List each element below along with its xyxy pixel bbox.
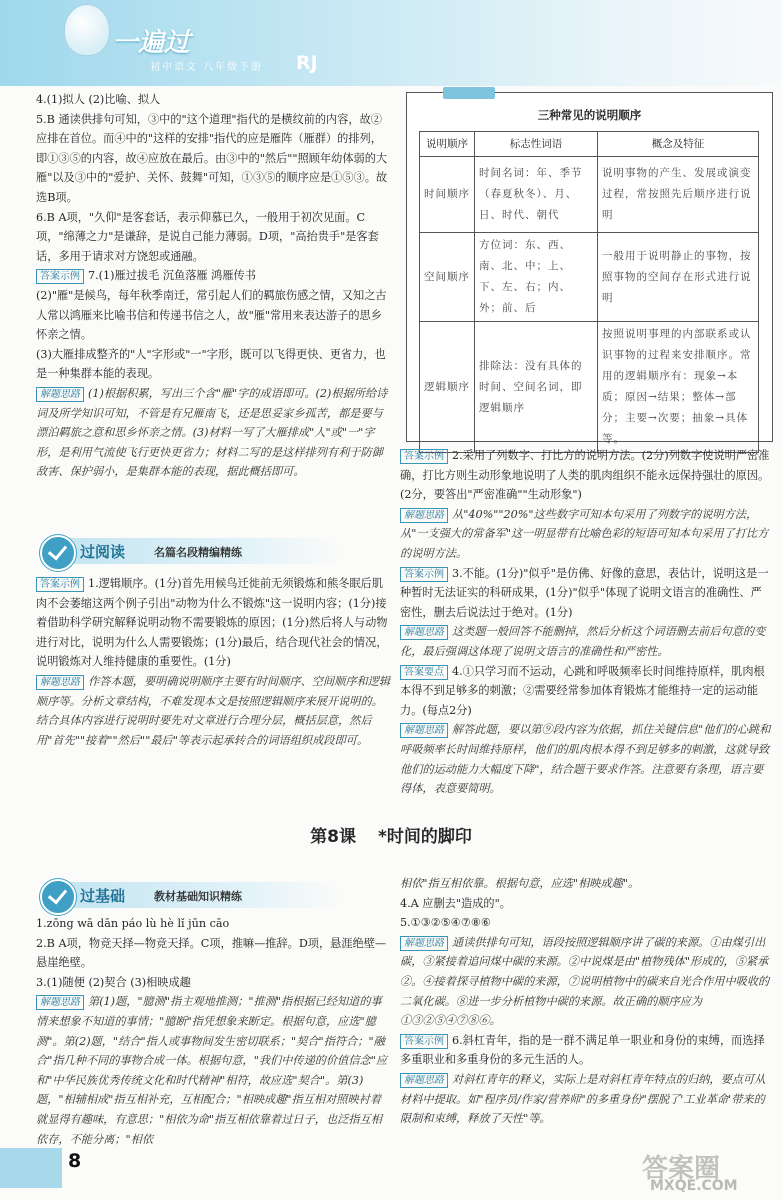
section-basics-title: 过基础 [80, 887, 126, 905]
check-badge-icon [40, 535, 76, 571]
reading-solution-q1: 作答本题，要明确说明顺序主要有时间顺序、空间顺序和逻辑顺序等。分析文章结构，不难发现本文是按照逻辑顺序来展开说明的。结合具体内容进行说明时要先对文章进行合理分层，概括层意，然后用"首先""接着""然后""最后"等表示起承转合的词语组织成段即可。 [36, 674, 391, 747]
answer-example-tag: 答案示例 [400, 1034, 448, 1049]
table-row [420, 322, 759, 453]
section-reading-title: 过阅读 [80, 543, 126, 561]
table-title: 三种常见的说明顺序 [537, 108, 642, 122]
table-cell-words: 时间名词：年、季节（春夏秋冬）、月、日、时代、朝代 [475, 157, 598, 233]
solution-tag: 解题思路 [400, 936, 448, 951]
lesson-name: 时间的脚印 [386, 827, 472, 847]
check-badge-icon [40, 879, 76, 915]
table-cell-feature: 按照说明事理的内部联系或认识事物的过程来安排顺序。常用的逻辑顺序有：现象→本质；原因→结果；整体→部分；主要→次要；抽象→具体等。 [598, 322, 759, 453]
reading-answer-q1: 1.逻辑顺序。(1分)首先用候鸟迁徙前无须锻炼和熊冬眠后肌肉不会萎缩这两个例子引出"动物为什么不锻炼"这一说明内容；(1分)接着借助科学研究解释说明动物不需要锻炼的原因；(1分)然后将人与动物进行对比，说明为什么人需要锻炼；(1分)最后，结合现代社会的情况，说明锻炼对人维持健康的重要性。(1分) [36, 577, 388, 669]
table-row [420, 157, 759, 233]
left-reading-answers [36, 574, 392, 750]
answer-q7-1: 7.(1)雁过拔毛 沉鱼落雁 鸿雁传书 [88, 269, 256, 283]
answer-points-tag: 答案要点 [400, 665, 448, 680]
basics-answer-q2: 2.B A项，物竞天择—物竞天择。C项，推嘛—推辞。D项，悬涯绝壁—悬崖绝壁。 [36, 936, 387, 970]
box-label-tab [443, 87, 495, 99]
table-header-cell: 标志性词语 [475, 132, 598, 157]
section-basics-subtitle: 教材基础知识精练 [154, 890, 242, 903]
answer-q5: 5.B 通读供排句可知，③中的"这个道理"指代的是横纹前的内容，故②应排在首位。而④中的"这样的安排"指代的应是雁阵（雁群）的排列，即①③⑤的内容，故④应放在最后。由③中的"然后""照顾年幼体弱的大雁"以及③中的"爱护、关怀、鼓舞"可知，①③⑤的顺序应是①⑤③。故选B项。 [36, 112, 388, 204]
series-logo: 一遍过 [112, 28, 191, 58]
answer-example-tag: 答案示例 [36, 577, 84, 592]
table-cell-feature: 说明事物的产生、发展或演变过程，常按照先后顺序进行说明 [598, 157, 759, 233]
left-basics-answers [36, 914, 392, 1149]
table-header-cell: 概念及特征 [598, 132, 759, 157]
answer-q4: 4.(1)拟人 (2)比喻、拟人 [36, 93, 161, 106]
balloon-icon [64, 4, 110, 56]
basics-solution-q6: 对斜杠青年的释义，实际上是对斜杠青年特点的归纳，要点可从材料中提取。如"程序员/作家/营养师"的多重身份"摆脱了'工业革命'带来的限制和束缚，释放了天性"等。 [400, 1072, 766, 1126]
page-header [0, 0, 782, 86]
page-number: 8 [68, 1150, 82, 1172]
table-cell-order: 时间顺序 [420, 157, 475, 233]
right-basics-answers [400, 874, 772, 1129]
solution-tag: 解题思路 [36, 995, 84, 1010]
table-cell-feature: 一般用于说明静止的事物，按照事物的空间存在形式进行说明 [598, 233, 759, 322]
edition-label: RJ [296, 52, 318, 74]
solution-tag: 解题思路 [36, 387, 84, 402]
watermark-url: MXQE.COM [650, 1178, 738, 1194]
answer-example-tag: 答案示例 [400, 567, 448, 582]
section-reading-bar [40, 538, 340, 564]
reading-solution-q2: 从"40%""20%"这些数字可知本句采用了列数字的说明方法，从"一支强大的常备军"这一明显带有比喻色彩的短语可知本句采用了打比方的说明方法。 [400, 507, 769, 560]
basics-solution-q3: 第(1)题，"臆测"指主观地推测；"推测"指根据已经知道的事情来想象不知道的事情；"臆断"指凭想象来断定。根据句意，应选"臆测"。第(2)题，"结合"指人或事物间发生密切联系；"契合"指符合；"融合"指几种不同的事物合成一体。根据句意，"我们中传递的价值信念"应和"中华民族优秀传统文化和时代精神"相符，故应选"契合"。第(3)题，"相辅相成"指互相补充，互相配合；"相映成趣"指互相对照映衬着就显得有趣味，有意思；"相依为命"指互相依靠着过日子，也泛指互相依存，不能分离；"相依 [36, 995, 388, 1146]
reading-answer-q3: 3.不能。(1分)"似乎"是仿佛、好像的意思，表估计，说明这是一种暂时无法证实的科研成果，(1分)"似乎"体现了说明文语言的准确性、严密性，删去后说法过于绝对。(1分) [400, 566, 769, 619]
reading-answer-q4: 4.①只学习而不运动，心跳和呼吸频率长时间维持原样，肌肉根本得不到足够多的刺激；②需要经常参加体育锻炼才能维持一定的运动能力。(每点2分) [400, 664, 765, 717]
right-reading-answers [400, 446, 772, 799]
explanation-order-table [419, 131, 759, 453]
table-header-row [420, 132, 759, 157]
basics-answer-q6: 6.斜杠青年，指的是一群不满足单一职业和身份的束缚，而选择多重职业和多重身份的多元生活的人。 [400, 1033, 765, 1067]
table-header-cell: 说明顺序 [420, 132, 475, 157]
reading-answer-q2: 2.采用了列数字、打比方的说明方法。(2分)列数字使说明严密准确，打比方则生动形象地说明了人类的肌肉组织不能永远保持强壮的原因。(2分，要答出"严密准确""生动形象") [400, 449, 770, 502]
explanation-order-box [406, 92, 773, 445]
answer-q6: 6.B A项，"久仰"是客套话，表示仰慕已久，一般用于初次见面。C项，"绵薄之力"是谦辞，是说自己能力薄弱。D项，"高抬贵手"是客套话，多用于请求对方饶恕或通融。 [36, 210, 379, 263]
solution-tag: 解题思路 [400, 723, 448, 738]
solution-tag: 解题思路 [36, 675, 84, 690]
watermark-logo: 答案圈 [642, 1154, 721, 1184]
basics-answer-q5: 5.①③②⑤④⑦⑧⑥ [400, 916, 491, 930]
answer-q7-3: (3)大雁排成整齐的"人"字形或"一"字形，既可以飞得更快、更省力，也是一种集群本能的表现。 [36, 347, 386, 381]
basics-answer-q4: 4.A 应删去"造成的"。 [400, 896, 511, 910]
solution-q7: (1)根据积累，写出三个含"雁"字的成语即可。(2)根据所给诗词及所学知识可知，不管是有兄雁南飞，还是思妥家乡孤苦，都是要与漂泊羁旅之意和思乡怀亲之情。(3)材料一写了大雁排成"人"或"一"字形，是利用气流使飞行更快更省力；材料二写的是这样排列有利于防御敌害、保护弱小，是集群本能的表现，据此概括即可。 [36, 386, 388, 479]
book-tagline: 初中语文 八年级下册 [150, 62, 264, 73]
solution-tag: 解题思路 [400, 625, 448, 640]
basics-solution-q5: 通读供排句可知，语段按照逻辑顺序讲了碳的来源。①由煤引出碳，③紧接着追问煤中碳的来源。②中说煤是由"植物残体"形成的，⑤紧承②。④接着探寻植物中碳的来源，⑦说明植物中的碳来自光合作用中吸收的二氧化碳。⑧进一步分析植物中碳的来源。故正确的顺序应为①③②⑤④⑦⑧⑥。 [400, 935, 770, 1028]
table-cell-order: 逻辑顺序 [420, 322, 475, 453]
lesson-number: 第8课 [310, 827, 356, 847]
table-cell-words: 排除法：没有具体的时间、空间名词，即逻辑顺序 [475, 322, 598, 453]
basics-answer-q3: 3.(1)随便 (2)契合 (3)相映成趣 [36, 975, 191, 989]
lesson-mark: * [377, 827, 387, 847]
table-cell-order: 空间顺序 [420, 233, 475, 322]
section-reading-subtitle: 名篇名段精编精练 [154, 546, 242, 559]
basics-solution-q3-continued: 相依"指互相依靠。根据句意，应选"相映成趣"。 [400, 877, 640, 890]
table-row [420, 233, 759, 322]
reading-solution-q4: 解答此题，要以第⑨段内容为依据，抓住关键信息"他们的心跳和呼吸频率长时间维持原样，他们的肌肉根本得不到足够多的刺激，这就导致他们的运动能力大幅度下降"，结合题干要求作答。注意要有条理，语言要得体，表意要简明。 [400, 723, 771, 796]
lesson-title [0, 822, 782, 847]
answer-q7-2: (2)"雁"是候鸟，每年秋季南迁，常引起人们的羁旅伤感之情，又知之古人常以鸿雁来比喻书信和传递书信之人，故"雁"常用来表达游子的思乡怀亲之情。 [36, 288, 387, 342]
reading-solution-q3: 这类题一般回答不能删掉，然后分析这个词语删去前后句意的变化，最后强调这体现了说明文语言的准确性和严密性。 [400, 625, 766, 658]
answer-example-tag: 答案示例 [400, 449, 448, 464]
solution-tag: 解题思路 [400, 1073, 448, 1088]
solution-tag: 解题思路 [400, 508, 448, 523]
answer-example-tag: 答案示例 [36, 269, 84, 284]
basics-answer-q1: 1.zōng wā dān páo lù hè lǐ jūn cāo [36, 917, 230, 930]
page-corner-block [0, 1148, 62, 1188]
section-basics-bar [40, 882, 340, 908]
left-top-answers [36, 90, 392, 482]
table-cell-words: 方位词：东、西、南、北、中；上、下、左、右；内、外；前、后 [475, 233, 598, 322]
